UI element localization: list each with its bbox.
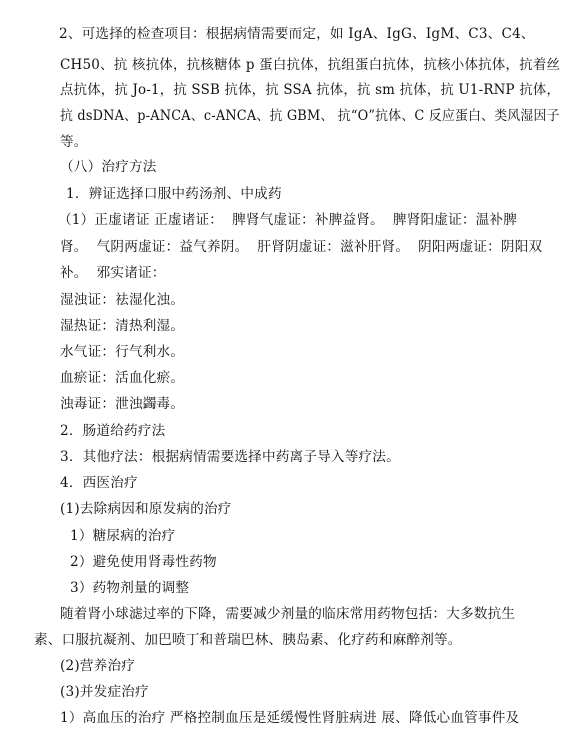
text-line: 1）高血压的治疗 严格控制血压是延缓慢性肾脏病进 展、降低心血管事件及 (60, 710, 520, 726)
text-line: CH50、抗 核抗体，抗核糖体 p 蛋白抗体，抗组蛋白抗体，抗核小体抗体，抗着丝 (60, 57, 561, 73)
text-line: 2、可选择的检查项目：根据病情需要而定，如 IgA、IgG、IgM、C3、C4、 (59, 26, 535, 42)
text-line: 补。 邪实诸证： (60, 265, 166, 281)
text-line: 血瘀证：活血化瘀。 (60, 370, 185, 386)
text-line: 素、口服抗凝剂、加巴喷丁和普瑞巴林、胰岛素、化疗药和麻醉剂等。 (34, 632, 462, 648)
text-line: 水气证：行气利水。 (60, 344, 185, 360)
text-line: 2）避免使用肾毒性药物 (70, 554, 217, 570)
text-line: 3．其他疗法：根据病情需要选择中药离子导入等疗法。 (60, 449, 400, 465)
text-line: 等。 (60, 134, 88, 150)
text-line: 湿热证：清热利湿。 (60, 318, 185, 334)
text-line: 1）糖尿病的治疗 (70, 528, 176, 544)
text-line: (3)并发症治疗 (60, 684, 149, 700)
text-line: 2．肠道给药疗法 (60, 423, 166, 439)
text-line: (2)营养治疗 (60, 658, 136, 674)
text-line: 抗 dsDNA、p-ANCA、c-ANCA、抗 GBM、 抗“O”抗体、C 反应蛋白、类风湿因子 (60, 108, 560, 124)
text-line: 随着肾小球滤过率的下降，需要减少剂量的临床常用药物包括：大多数抗生 (60, 606, 516, 622)
text-line: 浊毒证：泄浊蠲毒。 (60, 396, 185, 412)
text-line: 肾。 气阴两虚证：益气养阴。 肝肾阴虚证：滋补肝肾。 阴阳两虚证：阴阳双 (60, 239, 543, 255)
text-line: (1)去除病因和原发病的治疗 (60, 501, 232, 517)
text-line: 4．西医治疗 (60, 475, 138, 491)
section-heading: （八）治疗方法 (60, 159, 157, 175)
text-line: 点抗体，抗 Jo-1，抗 SSB 抗体，抗 SSA 抗体，抗 sm 抗体，抗 U1-RNP 抗体， (60, 82, 561, 98)
text-line: 1．辨证选择口服中药汤剂、中成药 (66, 186, 282, 202)
text-line: 3）药物剂量的调整 (70, 580, 190, 596)
text-line: （1）正虚诸证 正虚诸证： 脾肾气虚证：补脾益肾。 脾肾阳虚证：温补脾 (58, 212, 518, 228)
text-line: 湿浊证：祛湿化浊。 (60, 292, 185, 308)
